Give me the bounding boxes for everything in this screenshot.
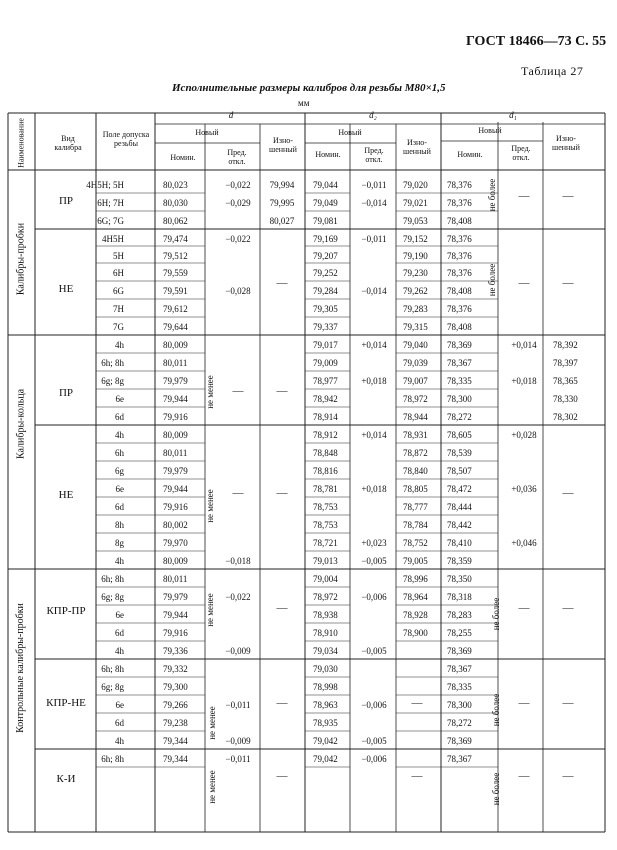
note-not-more: не более [491, 772, 501, 806]
cell-f: 4H5H; 5H [86, 180, 124, 190]
cell-d2w: 78,840 [403, 466, 428, 476]
cell-dn: 80,002 [163, 520, 188, 530]
cell-d2w: 79,005 [403, 556, 428, 566]
cell-dn: 79,970 [163, 538, 188, 548]
cell-d1n: 78,410 [447, 538, 472, 548]
cell-d2n: 78,914 [313, 412, 338, 422]
cell-f: 6d [115, 412, 124, 422]
cell-d2w: 78,964 [403, 592, 428, 602]
cell-dn: 79,944 [163, 484, 188, 494]
kind-label: КПР-ПР [46, 605, 86, 617]
cell-f: 6G [113, 286, 124, 296]
cell-d2n: 78,910 [313, 628, 338, 638]
cell-d1p: +0,028 [511, 430, 537, 440]
empty-dash: — [518, 770, 530, 782]
cell-dn: 80,009 [163, 430, 188, 440]
cell-d2n: 78,938 [313, 610, 338, 620]
header-nom-d2: Номин. [315, 150, 341, 159]
cell-dn: 79,591 [163, 286, 188, 296]
cell-d2n: 78,963 [313, 700, 338, 710]
cell-d1n: 78,300 [447, 700, 472, 710]
cell-dn: 79,238 [163, 718, 188, 728]
cell-f: 6e [115, 610, 124, 620]
cell-d2n: 79,207 [313, 251, 338, 261]
header-new-d: Новый [195, 128, 219, 137]
cell-d2w: 78,900 [403, 628, 428, 638]
cell-f: 6e [115, 700, 124, 710]
cell-dn: 79,266 [163, 700, 188, 710]
cell-f: 6G; 7G [97, 216, 124, 226]
empty-dash: — [276, 487, 288, 499]
cell-d1p: +0,014 [511, 340, 537, 350]
note-not-less: не менее [205, 375, 215, 409]
cell-f: 6g; 8g [101, 592, 124, 602]
empty-dash: — [411, 697, 423, 709]
empty-dash: — [562, 602, 574, 614]
page-header: ГОСТ 18466—73 С. 55 [466, 34, 607, 49]
cell-f: 4h [115, 430, 124, 440]
cell-dp: −0,022 [225, 592, 251, 602]
cell-d2p: −0,011 [361, 234, 387, 244]
cell-d1n: 78,408 [447, 216, 472, 226]
cell-f: 6H; 7H [97, 198, 124, 208]
cell-d2w: 78,931 [403, 430, 428, 440]
cell-dn: 80,011 [163, 448, 188, 458]
cell-dn: 79,474 [163, 234, 188, 244]
cell-d1n: 78,605 [447, 430, 472, 440]
header-izn-d: Изно- шенный [269, 136, 297, 154]
kind-label: НЕ [58, 489, 74, 501]
cell-dw: 79,994 [269, 180, 295, 190]
empty-dash: — [276, 602, 288, 614]
empty-dash: — [518, 602, 530, 614]
cell-f: 6h; 8h [101, 754, 124, 764]
empty-dash: — [411, 770, 423, 782]
cell-d1w: 78,392 [553, 340, 578, 350]
empty-dash: — [562, 770, 574, 782]
cell-d1p: +0,018 [511, 376, 537, 386]
cell-dn: 79,979 [163, 592, 188, 602]
cell-dn: 79,344 [163, 736, 188, 746]
cell-dn: 79,332 [163, 664, 188, 674]
cell-d2p: −0,006 [361, 700, 387, 710]
cell-d2p: −0,014 [361, 286, 387, 296]
cell-dn: 79,336 [163, 646, 188, 656]
cell-d2p: −0,005 [361, 646, 387, 656]
cell-d2n: 79,042 [313, 736, 338, 746]
cell-d1n: 78,335 [447, 376, 472, 386]
empty-dash: — [562, 697, 574, 709]
cell-dp: −0,022 [225, 180, 251, 190]
cell-d2w: 79,190 [403, 251, 428, 261]
cell-f: 4h [115, 556, 124, 566]
cell-d1n: 78,376 [447, 304, 472, 314]
cell-d2n: 79,042 [313, 754, 338, 764]
cell-d2n: 79,044 [313, 180, 338, 190]
empty-dash: — [518, 697, 530, 709]
note-not-more: не более [487, 263, 497, 297]
cell-d1n: 78,283 [447, 610, 472, 620]
cell-f: 6g; 8g [101, 376, 124, 386]
cell-d2w: 78,944 [403, 412, 428, 422]
cell-dn: 79,916 [163, 502, 188, 512]
cell-d2n: 78,935 [313, 718, 338, 728]
cell-dp: −0,028 [225, 286, 251, 296]
cell-d2w: 79,230 [403, 268, 428, 278]
kind-label: КПР-НЕ [46, 697, 86, 709]
cell-d2p: +0,018 [361, 484, 387, 494]
cell-f: 4h [115, 340, 124, 350]
cell-d2w: 79,007 [403, 376, 428, 386]
cell-f: 8g [115, 538, 124, 548]
cell-d1n: 78,272 [447, 412, 472, 422]
cell-d1n: 78,369 [447, 340, 472, 350]
cell-d2n: 79,305 [313, 304, 338, 314]
cell-d2w: 78,805 [403, 484, 428, 494]
cell-dn: 80,030 [163, 198, 188, 208]
note-not-less: не менее [207, 706, 217, 740]
table-number: Таблица 27 [521, 64, 584, 78]
header-pred-d: Пред. откл. [227, 148, 247, 166]
cell-d1n: 78,408 [447, 322, 472, 332]
cell-d2w: 78,784 [403, 520, 428, 530]
header-vid-kalibra: Вид калибра [54, 134, 82, 152]
cell-d2n: 78,972 [313, 592, 338, 602]
empty-dash: — [232, 487, 244, 499]
cell-dn: 79,300 [163, 682, 188, 692]
cell-d2n: 79,169 [313, 234, 338, 244]
cell-d1w: 78,365 [553, 376, 578, 386]
cell-f: 6h; 8h [101, 664, 124, 674]
header-nom-d1: Номин. [457, 150, 483, 159]
empty-dash: — [232, 385, 244, 397]
cell-dn: 79,944 [163, 610, 188, 620]
cell-f: 6e [115, 394, 124, 404]
cell-dp: −0,029 [225, 198, 251, 208]
cell-dn: 79,512 [163, 251, 188, 261]
cell-d1n: 78,367 [447, 664, 472, 674]
cell-dn: 79,944 [163, 394, 188, 404]
cell-dn: 79,916 [163, 412, 188, 422]
cell-f: 6e [115, 484, 124, 494]
empty-dash: — [518, 277, 530, 289]
header-izn-d1: Изно- шенный [552, 134, 580, 152]
cell-d2n: 78,977 [313, 376, 338, 386]
cell-d2n: 78,942 [313, 394, 338, 404]
cell-d1n: 78,367 [447, 754, 472, 764]
group-label-kolca: Калибры-кольца [15, 388, 27, 460]
cell-d2w: 78,872 [403, 448, 428, 458]
table-title: Исполнительные размеры калибров для резьбы M80×1,5 [172, 82, 446, 94]
header-pole-dopuska: Поле допуска резьбы [102, 130, 150, 148]
header-pred-d2: Пред. откл. [364, 146, 384, 164]
cell-dn: 80,009 [163, 556, 188, 566]
cell-f: 7H [113, 304, 124, 314]
header-izn-d2: Изно- шенный [403, 138, 431, 156]
cell-d1n: 78,507 [447, 466, 472, 476]
cell-d1n: 78,376 [447, 268, 472, 278]
cell-d2p: −0,014 [361, 198, 387, 208]
cell-f: 6g [115, 466, 124, 476]
cell-dn: 79,979 [163, 466, 188, 476]
cell-d1n: 78,369 [447, 736, 472, 746]
cell-dn: 79,979 [163, 376, 188, 386]
cell-d1n: 78,376 [447, 251, 472, 261]
cell-d1w: 78,302 [553, 412, 578, 422]
cell-f: 6d [115, 628, 124, 638]
cell-d1n: 78,376 [447, 180, 472, 190]
group-label-kontrolnye: Контрольные калибры-пробки [15, 603, 26, 733]
cell-d2w: 78,777 [403, 502, 428, 512]
cell-d2p: −0,011 [361, 180, 387, 190]
cell-d2w: 79,039 [403, 358, 428, 368]
header-new-d1: Новый [478, 126, 502, 135]
cell-d1n: 78,472 [447, 484, 472, 494]
cell-d1n: 78,442 [447, 520, 472, 530]
cell-d1n: 78,376 [447, 198, 472, 208]
cell-f: 4h [115, 736, 124, 746]
note-not-more: не более [491, 693, 501, 727]
cell-d2n: 78,998 [313, 682, 338, 692]
cell-d1n: 78,444 [447, 502, 472, 512]
cell-f: 6h; 8h [101, 358, 124, 368]
cell-d2p: −0,006 [361, 592, 387, 602]
cell-d2w: 79,021 [403, 198, 428, 208]
cell-d2w: 79,053 [403, 216, 428, 226]
cell-d2w: 78,928 [403, 610, 428, 620]
cell-d2n: 78,912 [313, 430, 338, 440]
note-not-less: не менее [207, 770, 217, 804]
cell-d2n: 79,252 [313, 268, 338, 278]
cell-d1n: 78,376 [447, 234, 472, 244]
kind-label: ПР [58, 195, 74, 207]
cell-d1n: 78,272 [447, 718, 472, 728]
cell-f: 6h [115, 448, 124, 458]
cell-dw: 80,027 [269, 216, 295, 226]
cell-f: 6g; 8g [101, 682, 124, 692]
cell-d1w: 78,330 [553, 394, 578, 404]
header-naimenovanie: Наименование [16, 118, 26, 168]
cell-d2n: 79,030 [313, 664, 338, 674]
cell-d2w: 79,152 [403, 234, 428, 244]
group-label-probki: Калибры-пробки [15, 222, 27, 296]
empty-dash: — [518, 190, 530, 202]
cell-dn: 80,011 [163, 574, 188, 584]
cell-d2n: 79,081 [313, 216, 338, 226]
cell-d2w: 79,020 [403, 180, 428, 190]
cell-d1n: 78,350 [447, 574, 472, 584]
cell-d1n: 78,255 [447, 628, 472, 638]
cell-d2w: 78,972 [403, 394, 428, 404]
note-not-more: не более [491, 597, 501, 631]
cell-d2p: −0,005 [361, 736, 387, 746]
cell-dp: −0,009 [225, 646, 251, 656]
cell-d1n: 78,369 [447, 646, 472, 656]
cell-d2n: 78,721 [313, 538, 338, 548]
cell-f: 6h; 8h [101, 574, 124, 584]
header-d1: d₁ [509, 110, 517, 120]
header-d2: d₂ [369, 110, 377, 120]
cell-dn: 79,559 [163, 268, 188, 278]
cell-dp: −0,009 [225, 736, 251, 746]
cell-d2w: 79,040 [403, 340, 428, 350]
cell-d2p: −0,005 [361, 556, 387, 566]
cell-d1p: +0,036 [511, 484, 537, 494]
note-not-less: не менее [205, 489, 215, 523]
empty-dash: — [562, 190, 574, 202]
cell-d1n: 78,367 [447, 358, 472, 368]
cell-dn: 80,011 [163, 358, 188, 368]
cell-d1n: 78,318 [447, 592, 472, 602]
cell-dn: 79,644 [163, 322, 188, 332]
cell-d2w: 79,283 [403, 304, 428, 314]
cell-d2n: 79,013 [313, 556, 338, 566]
header-pred-d1: Пред. откл. [511, 144, 531, 162]
empty-dash: — [276, 770, 288, 782]
cell-d2n: 79,017 [313, 340, 338, 350]
cell-d2w: 79,262 [403, 286, 428, 296]
cell-dp: −0,011 [225, 754, 251, 764]
cell-f: 6d [115, 718, 124, 728]
cell-dp: −0,022 [225, 234, 251, 244]
unit-label: мм [298, 98, 310, 108]
cell-f: 4H5H [102, 234, 124, 244]
empty-dash: — [276, 697, 288, 709]
cell-d2p: +0,014 [361, 430, 387, 440]
cell-d2n: 79,034 [313, 646, 338, 656]
note-not-less: не менее [205, 593, 215, 627]
cell-f: 7G [113, 322, 124, 332]
cell-dn: 80,062 [163, 216, 188, 226]
cell-d1n: 78,539 [447, 448, 472, 458]
cell-d2w: 79,315 [403, 322, 428, 332]
header-nom-d: Номин. [170, 153, 196, 162]
kind-label: К-И [56, 773, 76, 785]
cell-d2n: 78,753 [313, 520, 338, 530]
cell-f: 4h [115, 646, 124, 656]
cell-d2p: +0,023 [361, 538, 387, 548]
kind-label: НЕ [58, 283, 74, 295]
cell-d2p: −0,006 [361, 754, 387, 764]
cell-d2n: 79,284 [313, 286, 338, 296]
cell-d2n: 79,337 [313, 322, 338, 332]
cell-d2n: 79,009 [313, 358, 338, 368]
cell-d2w: 78,996 [403, 574, 428, 584]
cell-dn: 80,023 [163, 180, 188, 190]
kind-label: ПР [58, 387, 74, 399]
cell-dn: 80,009 [163, 340, 188, 350]
cell-d2n: 78,816 [313, 466, 338, 476]
note-not-more: не более [487, 178, 497, 212]
header-new-d2: Новый [338, 128, 362, 137]
cell-dp: −0,018 [225, 556, 251, 566]
cell-d2n: 78,781 [313, 484, 338, 494]
cell-dp: −0,011 [225, 700, 251, 710]
cell-d2n: 79,004 [313, 574, 338, 584]
empty-dash: — [276, 277, 288, 289]
cell-f: 6H [113, 268, 124, 278]
cell-d1n: 78,300 [447, 394, 472, 404]
cell-dw: 79,995 [269, 198, 295, 208]
empty-dash: — [276, 385, 288, 397]
cell-d2n: 79,049 [313, 198, 338, 208]
cell-dn: 79,344 [163, 754, 188, 764]
cell-f: 5H [113, 251, 124, 261]
cell-d1p: +0,046 [511, 538, 537, 548]
cell-d2n: 78,753 [313, 502, 338, 512]
cell-d1n: 78,335 [447, 682, 472, 692]
empty-dash: — [562, 487, 574, 499]
cell-d2w: 78,752 [403, 538, 428, 548]
cell-d1n: 78,408 [447, 286, 472, 296]
cell-d2p: +0,018 [361, 376, 387, 386]
cell-d2p: +0,014 [361, 340, 387, 350]
cell-d1n: 78,359 [447, 556, 472, 566]
cell-dn: 79,612 [163, 304, 188, 314]
empty-dash: — [562, 277, 574, 289]
cell-d1w: 78,397 [553, 358, 578, 368]
cell-f: 8h [115, 520, 124, 530]
header-d: d [228, 110, 234, 120]
cell-dn: 79,916 [163, 628, 188, 638]
cell-d2n: 78,848 [313, 448, 338, 458]
cell-f: 6d [115, 502, 124, 512]
